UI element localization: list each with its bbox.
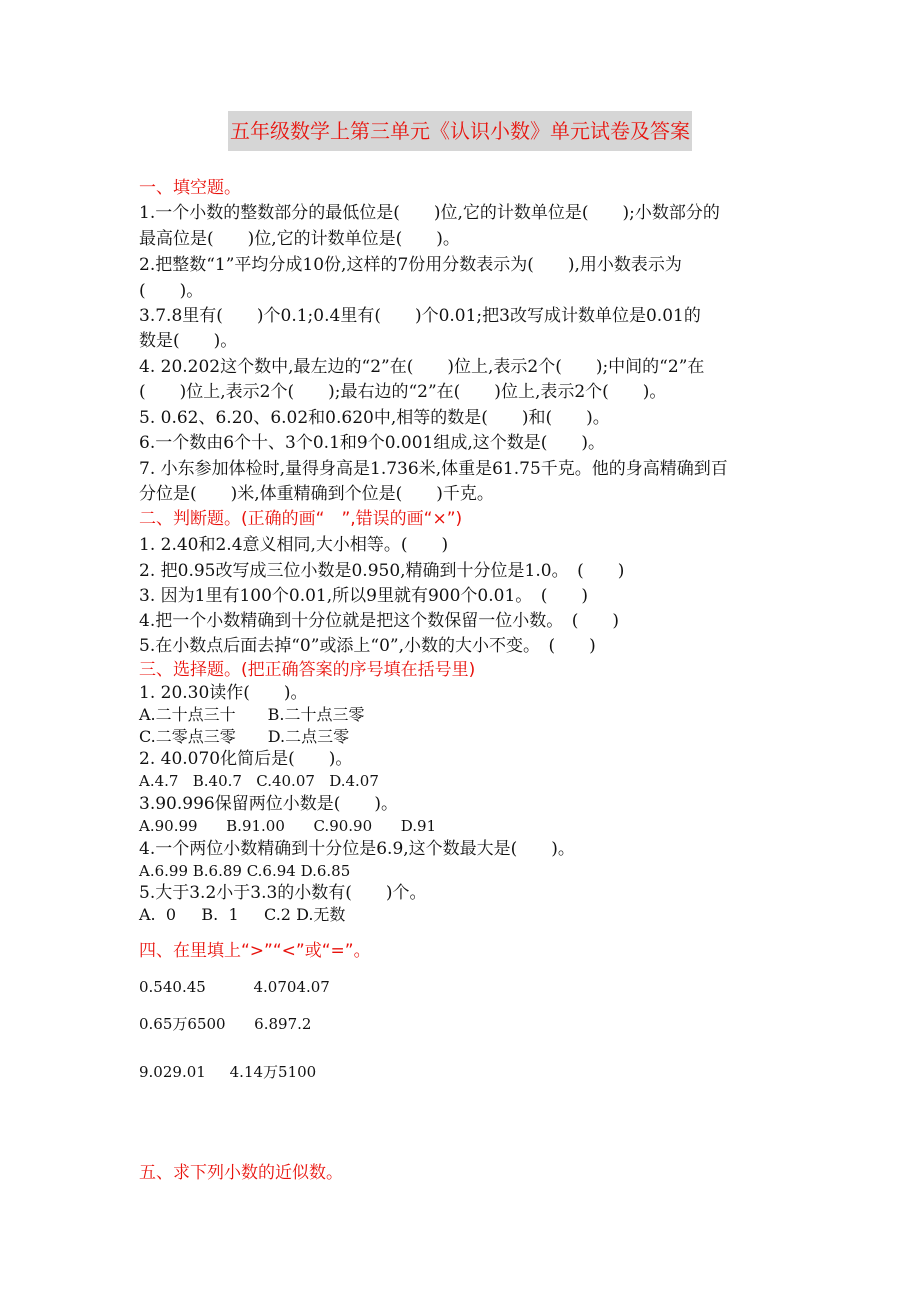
compare-row: 9.029.01 4.14万5100: [139, 1063, 317, 1081]
fill-blank-line: 2.把整数“1”平均分成10份,这样的7份用分数表示为( ),用小数表示为: [139, 255, 682, 275]
fill-blank-line: ( )。: [139, 281, 204, 301]
section-approx-heading: 五、求下列小数的近似数。: [139, 1163, 343, 1183]
choice-question: 4.一个两位小数精确到十分位是6.9,这个数最大是( )。: [139, 839, 575, 859]
choice-options: A.6.99 B.6.89 C.6.94 D.6.85: [139, 862, 351, 880]
section-choice-heading: 三、选择题。(把正确答案的序号填在括号里): [139, 660, 476, 680]
choice-question: 3.90.996保留两位小数是( )。: [139, 794, 398, 814]
judge-line: 3. 因为1里有100个0.01,所以9里就有900个0.01。 ( ): [139, 586, 589, 606]
choice-options: C.二零点三零 D.二点三零: [139, 727, 350, 746]
choice-question: 5.大于3.2小于3.3的小数有( )个。: [139, 883, 427, 903]
compare-row: 0.540.45 4.0704.07: [139, 978, 330, 996]
section-fill-blank-heading: 一、填空题。: [139, 178, 241, 198]
choice-options: A.90.99 B.91.00 C.90.90 D.91: [139, 817, 437, 835]
section-compare-heading: 四、在里填上“>”“<”或“=”。: [139, 941, 371, 961]
choice-question: 1. 20.30读作( )。: [139, 683, 308, 703]
fill-blank-line: 3.7.8里有( )个0.1;0.4里有( )个0.01;把3改写成计数单位是0.01的: [139, 306, 701, 326]
judge-line: 2. 把0.95改写成三位小数是0.950,精确到十分位是1.0。 ( ): [139, 561, 625, 581]
choice-options: A.4.7 B.40.7 C.40.07 D.4.07: [139, 772, 379, 790]
fill-blank-line: 最高位是( )位,它的计数单位是( )。: [139, 229, 460, 249]
choice-question: 2. 40.070化简后是( )。: [139, 749, 353, 769]
compare-row: 0.65万6500 6.897.2: [139, 1015, 312, 1033]
fill-blank-line: 7. 小东参加体检时,量得身高是1.736米,体重是61.75千克。他的身高精确到百: [139, 459, 728, 479]
fill-blank-line: 4. 20.202这个数中,最左边的“2”在( )位上,表示2个( );中间的“2”在: [139, 357, 705, 377]
fill-blank-line: 5. 0.62、6.20、6.02和0.620中,相等的数是( )和( )。: [139, 408, 610, 428]
fill-blank-line: 6.一个数由6个十、3个0.1和9个0.001组成,这个数是( )。: [139, 433, 606, 453]
fill-blank-line: ( )位上,表示2个( );最右边的“2”在( )位上,表示2个( )。: [139, 382, 667, 402]
page-title: 五年级数学上第三单元《认识小数》单元试卷及答案: [228, 111, 692, 151]
fill-blank-line: 数是( )。: [139, 331, 238, 351]
section-judge-heading: 二、判断题。(正确的画“ ”,错误的画“×”): [139, 509, 463, 529]
fill-blank-line: 1.一个小数的整数部分的最低位是( )位,它的计数单位是( );小数部分的: [139, 203, 720, 223]
fill-blank-line: 分位是( )米,体重精确到个位是( )千克。: [139, 484, 494, 504]
judge-line: 5.在小数点后面去掉“0”或添上“0”,小数的大小不变。 ( ): [139, 636, 596, 656]
choice-options: A.二十点三十 B.二十点三零: [139, 705, 365, 724]
judge-line: 1. 2.40和2.4意义相同,大小相等。( ): [139, 535, 449, 555]
judge-line: 4.把一个小数精确到十分位就是把这个数保留一位小数。 ( ): [139, 611, 619, 631]
choice-options: A. 0 B. 1 C.2 D.无数: [139, 905, 346, 924]
